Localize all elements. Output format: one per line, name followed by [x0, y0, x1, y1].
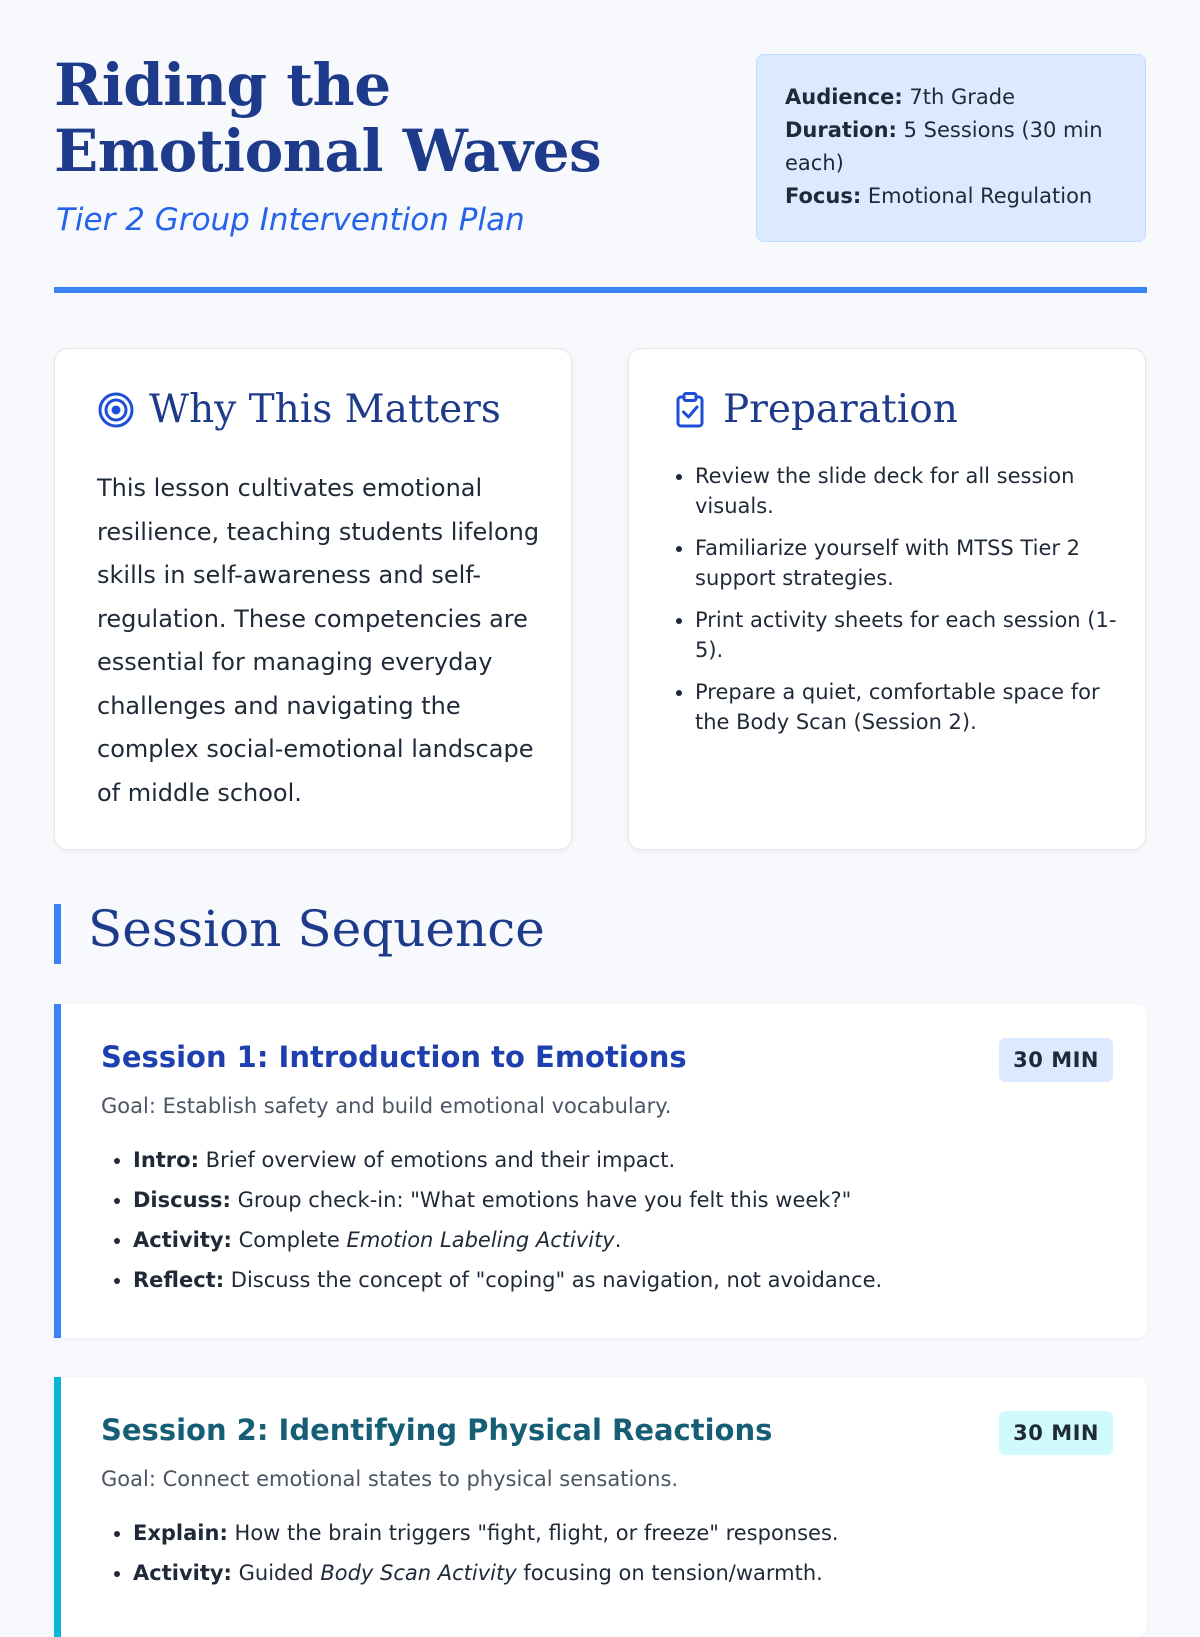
- preparation-card-header: [671, 387, 958, 432]
- page-title: Riding the Emotional Waves: [54, 51, 602, 185]
- meta-audience-label: Audience:: [785, 85, 903, 109]
- meta-audience-value: 7th Grade: [909, 85, 1016, 109]
- clipboard-check-icon: [671, 391, 709, 429]
- step-text: Brief overview of emotions and their impact.: [205, 1148, 676, 1172]
- preparation-item: • Prepare a quiet, comfortable space for the Body Scan (Session 2).: [695, 677, 1135, 737]
- step-label: Activity:: [133, 1561, 232, 1585]
- session-step: [133, 1140, 1113, 1180]
- step-text: Discuss the concept of "coping" as navigation, not avoidance.: [230, 1268, 883, 1292]
- meta-focus-label: Focus:: [785, 184, 862, 208]
- step-label: Intro:: [133, 1148, 199, 1172]
- target-icon: [97, 391, 135, 429]
- activity-name: Body Scan Activity: [320, 1561, 517, 1585]
- meta-duration-label: Duration:: [785, 118, 897, 142]
- step-label: Activity:: [133, 1228, 232, 1252]
- session-step: [133, 1220, 1113, 1260]
- session-goal: Goal: Connect emotional states to physical sensations.: [101, 1467, 679, 1491]
- why-card: [54, 348, 572, 850]
- step-text: How the brain triggers "fight, flight, or freeze" responses.: [234, 1521, 839, 1545]
- meta-duration-value: 5 Sessions (30 min each): [785, 118, 1103, 175]
- session-goal: Goal: Establish safety and build emotional vocabulary.: [101, 1094, 672, 1118]
- step-label: Reflect:: [133, 1268, 225, 1292]
- page-subtitle: Tier 2 Group Intervention Plan: [56, 202, 525, 238]
- meta-focus-value: Emotional Regulation: [867, 184, 1093, 208]
- preparation-item: • Familiarize yourself with MTSS Tier 2 support strategies.: [695, 533, 1135, 593]
- preparation-list: [671, 461, 1135, 749]
- meta-audience: [785, 81, 1117, 114]
- session-step: [133, 1513, 1113, 1553]
- session-step: [133, 1180, 1113, 1220]
- step-label: Discuss:: [133, 1188, 231, 1212]
- preparation-card: [628, 348, 1146, 850]
- step-label: Explain:: [133, 1521, 228, 1545]
- preparation-heading: Preparation: [723, 387, 958, 432]
- session-card-1: [54, 1004, 1147, 1338]
- session-title: Session 1: Introduction to Emotions: [101, 1040, 687, 1074]
- session-step: [133, 1553, 1113, 1593]
- step-text: Guided: [238, 1561, 314, 1585]
- plan-meta-box: [756, 54, 1146, 242]
- header-divider: [54, 287, 1147, 293]
- step-text: Group check-in: "What emotions have you felt this week?": [237, 1188, 852, 1212]
- duration-badge: 30 MIN: [999, 1038, 1113, 1082]
- meta-duration: [785, 114, 1117, 180]
- why-card-header: [97, 387, 501, 432]
- session-steps: [101, 1513, 1113, 1593]
- preparation-item: • Review the slide deck for all session visuals.: [695, 461, 1135, 521]
- meta-focus: [785, 180, 1117, 213]
- activity-name: Emotion Labeling Activity: [346, 1228, 615, 1252]
- why-text: This lesson cultivates emotional resilience, teaching students lifelong skills in self-awareness and self-regulation. These competencies are essential for managing everyday challenges and navigating the complex social-emotional landscape of middle school.: [97, 474, 540, 807]
- session-step: [133, 1260, 1113, 1300]
- section-accent-bar: [54, 904, 61, 964]
- duration-badge: 30 MIN: [999, 1411, 1113, 1455]
- why-heading: Why This Matters: [149, 387, 501, 432]
- step-text: Complete: [238, 1228, 340, 1252]
- step-text-end: focusing on tension/warmth.: [523, 1561, 823, 1585]
- session-sequence-heading: Session Sequence: [88, 900, 545, 958]
- preparation-item: • Print activity sheets for each session (1-5).: [695, 605, 1135, 665]
- session-title: Session 2: Identifying Physical Reactions: [101, 1413, 773, 1447]
- session-card-2: [54, 1377, 1147, 1637]
- step-text-end: .: [614, 1228, 622, 1252]
- session-steps: [101, 1140, 1113, 1300]
